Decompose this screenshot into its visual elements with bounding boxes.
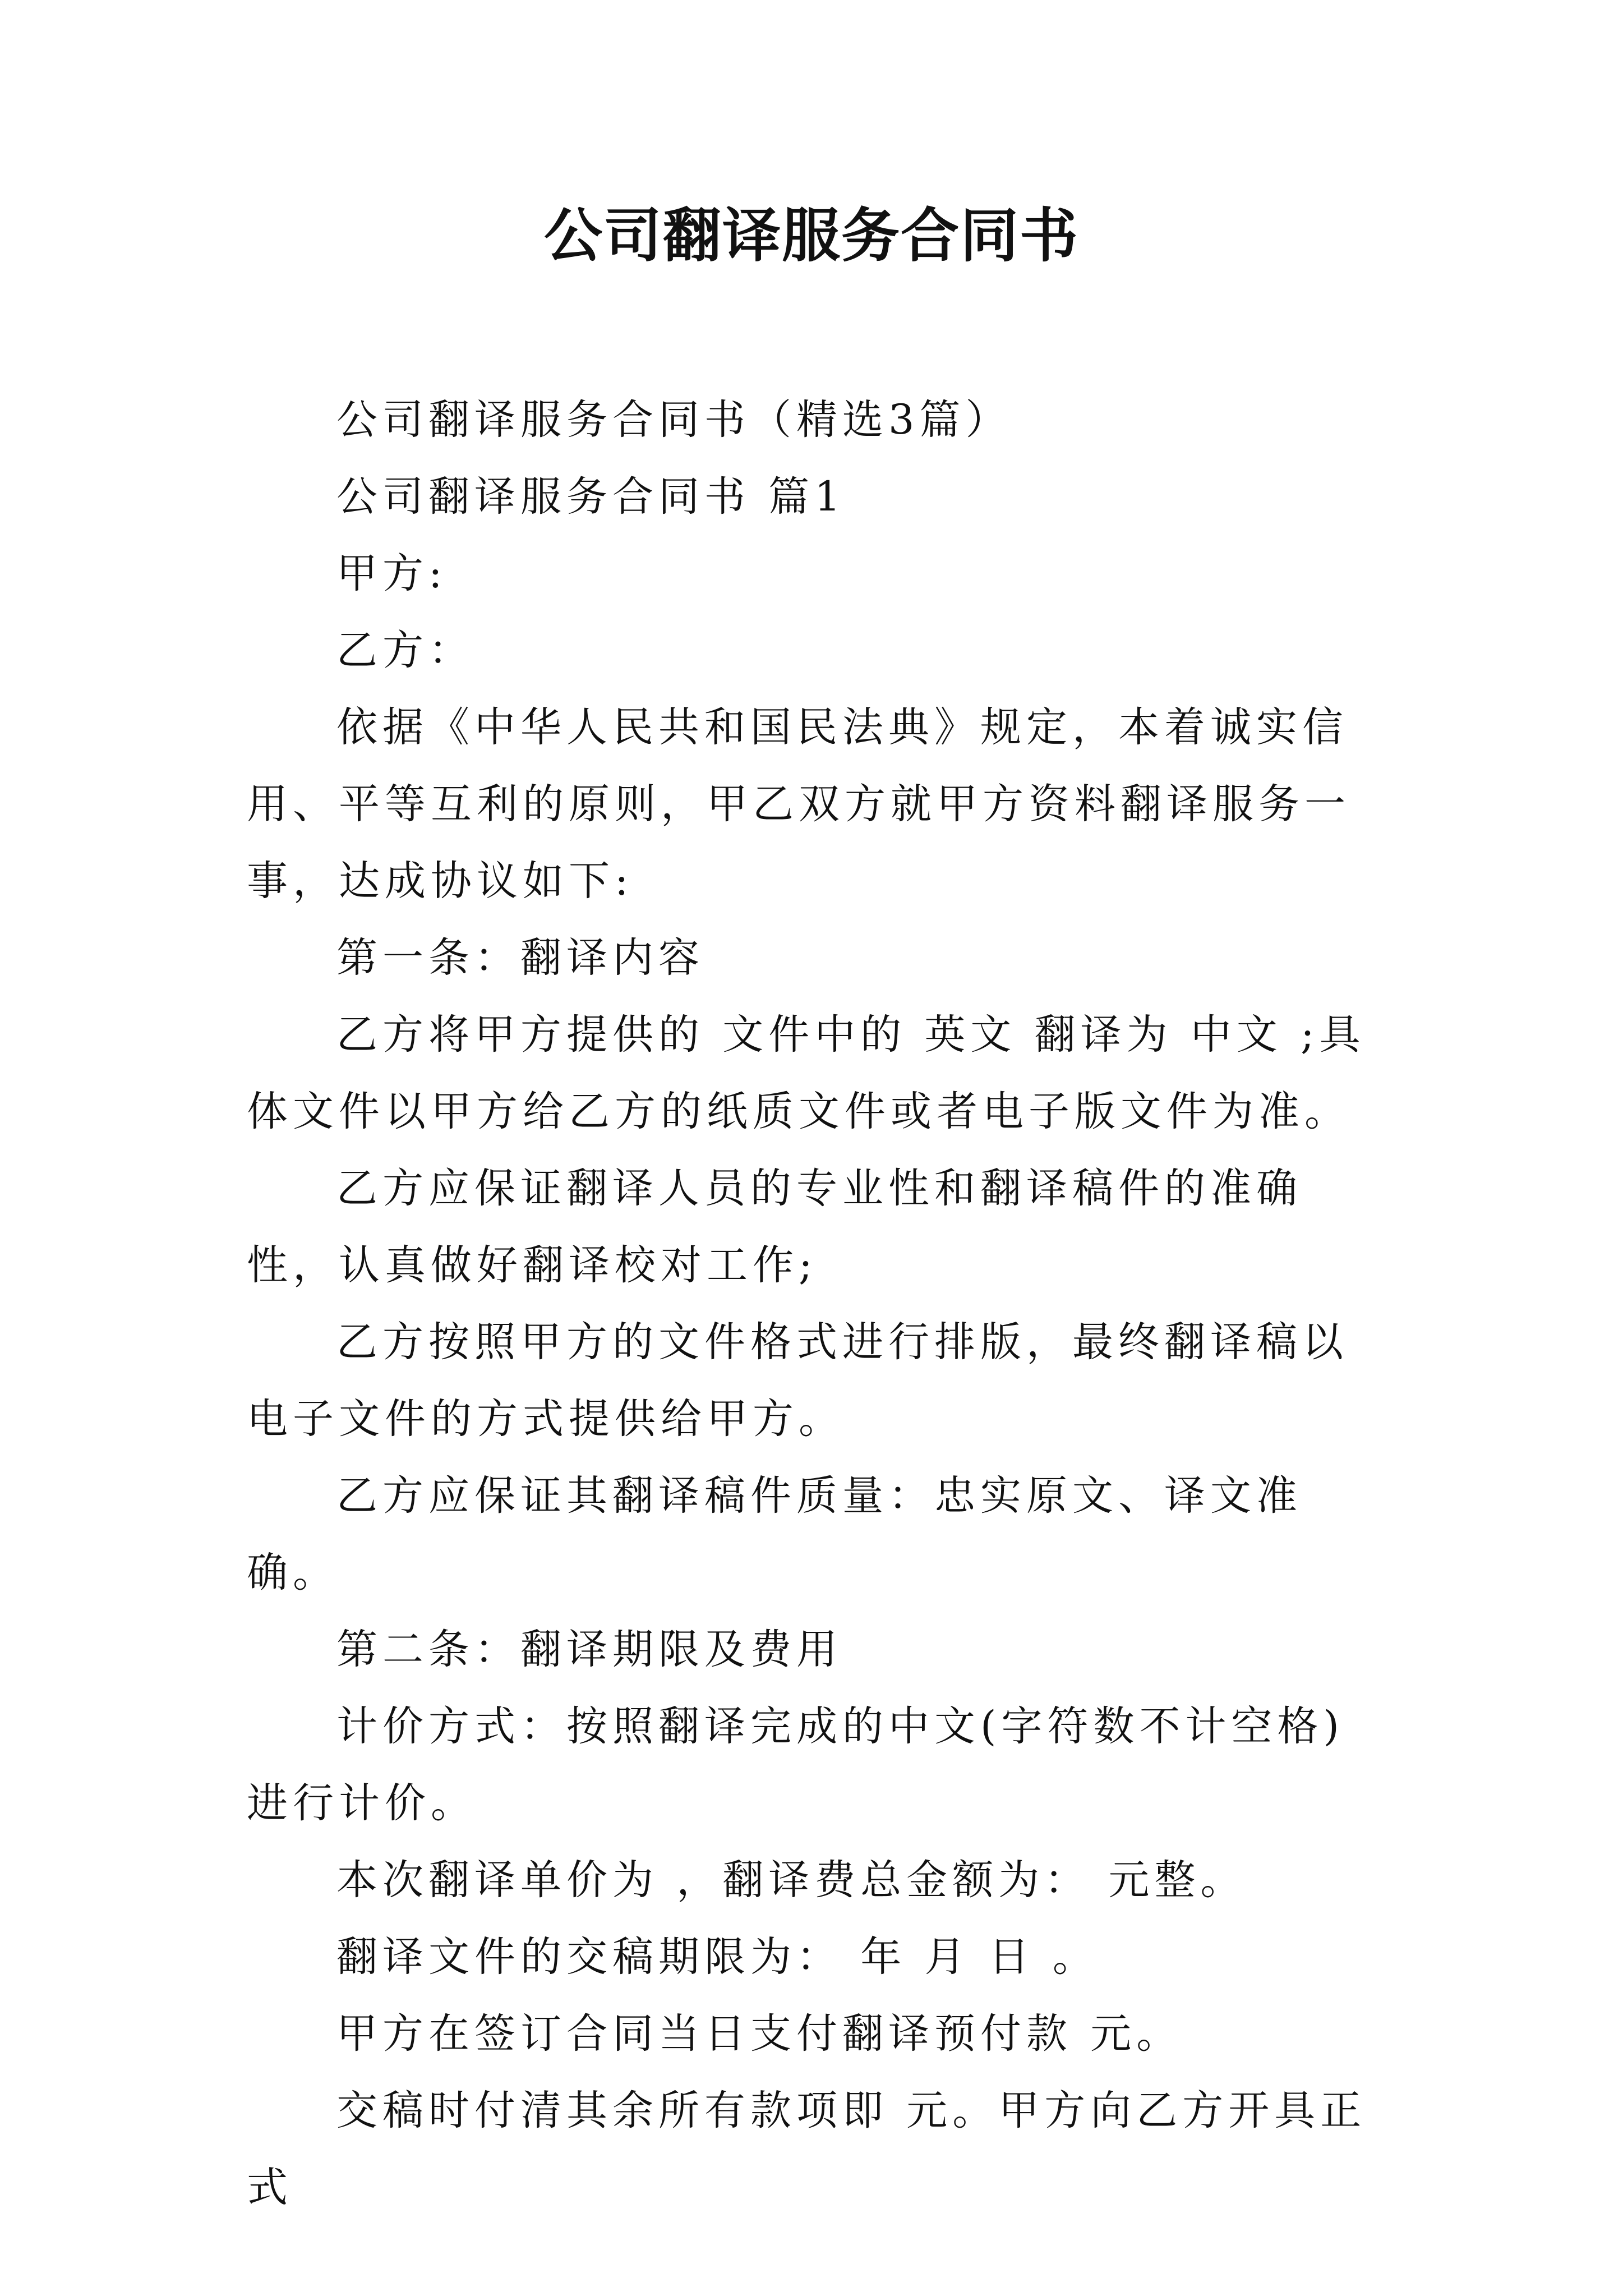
- accuracy-paragraph: 乙方应保证翻译人员的专业性和翻译稿件的准确性，认真做好翻译校对工作;: [247, 1165, 1302, 1289]
- prepayment-paragraph: 甲方在签订合同当日支付翻译预付款 元。: [336, 2010, 1183, 2058]
- party-b-line: 乙方：: [336, 627, 474, 674]
- section-heading: 公司翻译服务合同书 篇1: [336, 473, 846, 521]
- pricing-method-paragraph: 计价方式：按照翻译完成的中文(字符数不计空格)进行计价。: [247, 1703, 1344, 1827]
- document-title: 公司翻译服务合同书: [543, 201, 1079, 270]
- article-2-heading: 第二条：翻译期限及费用: [336, 1626, 842, 1673]
- quality-paragraph: 乙方应保证其翻译稿件质量：忠实原文、译文准确。: [247, 1472, 1302, 1596]
- article-1-heading: 第一条：翻译内容: [336, 934, 704, 982]
- translation-scope-paragraph: 乙方将甲方提供的 文件中的 英文 翻译为 中文 ;具体文件以甲方给乙方的纸质文件或者电子版文件为准。: [247, 1011, 1366, 1135]
- party-a-line: 甲方:: [336, 550, 448, 597]
- unit-price-paragraph: 本次翻译单价为 ，翻译费总金额为： 元整。: [336, 1856, 1247, 1904]
- format-paragraph: 乙方按照甲方的文件格式进行排版，最终翻译稿以电子文件的方式提供给甲方。: [247, 1318, 1348, 1443]
- final-payment-paragraph: 交稿时付清其余所有款项即 元。甲方向乙方开具正式: [247, 2087, 1367, 2211]
- document-body: [247, 381, 1377, 2226]
- preamble-paragraph: 依据《中华人民共和国民法典》规定，本着诚实信用、平等互利的原则，甲乙双方就甲方资料翻译服务一事，达成协议如下:: [247, 703, 1350, 905]
- subtitle-paragraph: 公司翻译服务合同书（精选3篇）: [336, 396, 1012, 444]
- deadline-paragraph: 翻译文件的交稿期限为： 年 月 日 。: [336, 1933, 1099, 1981]
